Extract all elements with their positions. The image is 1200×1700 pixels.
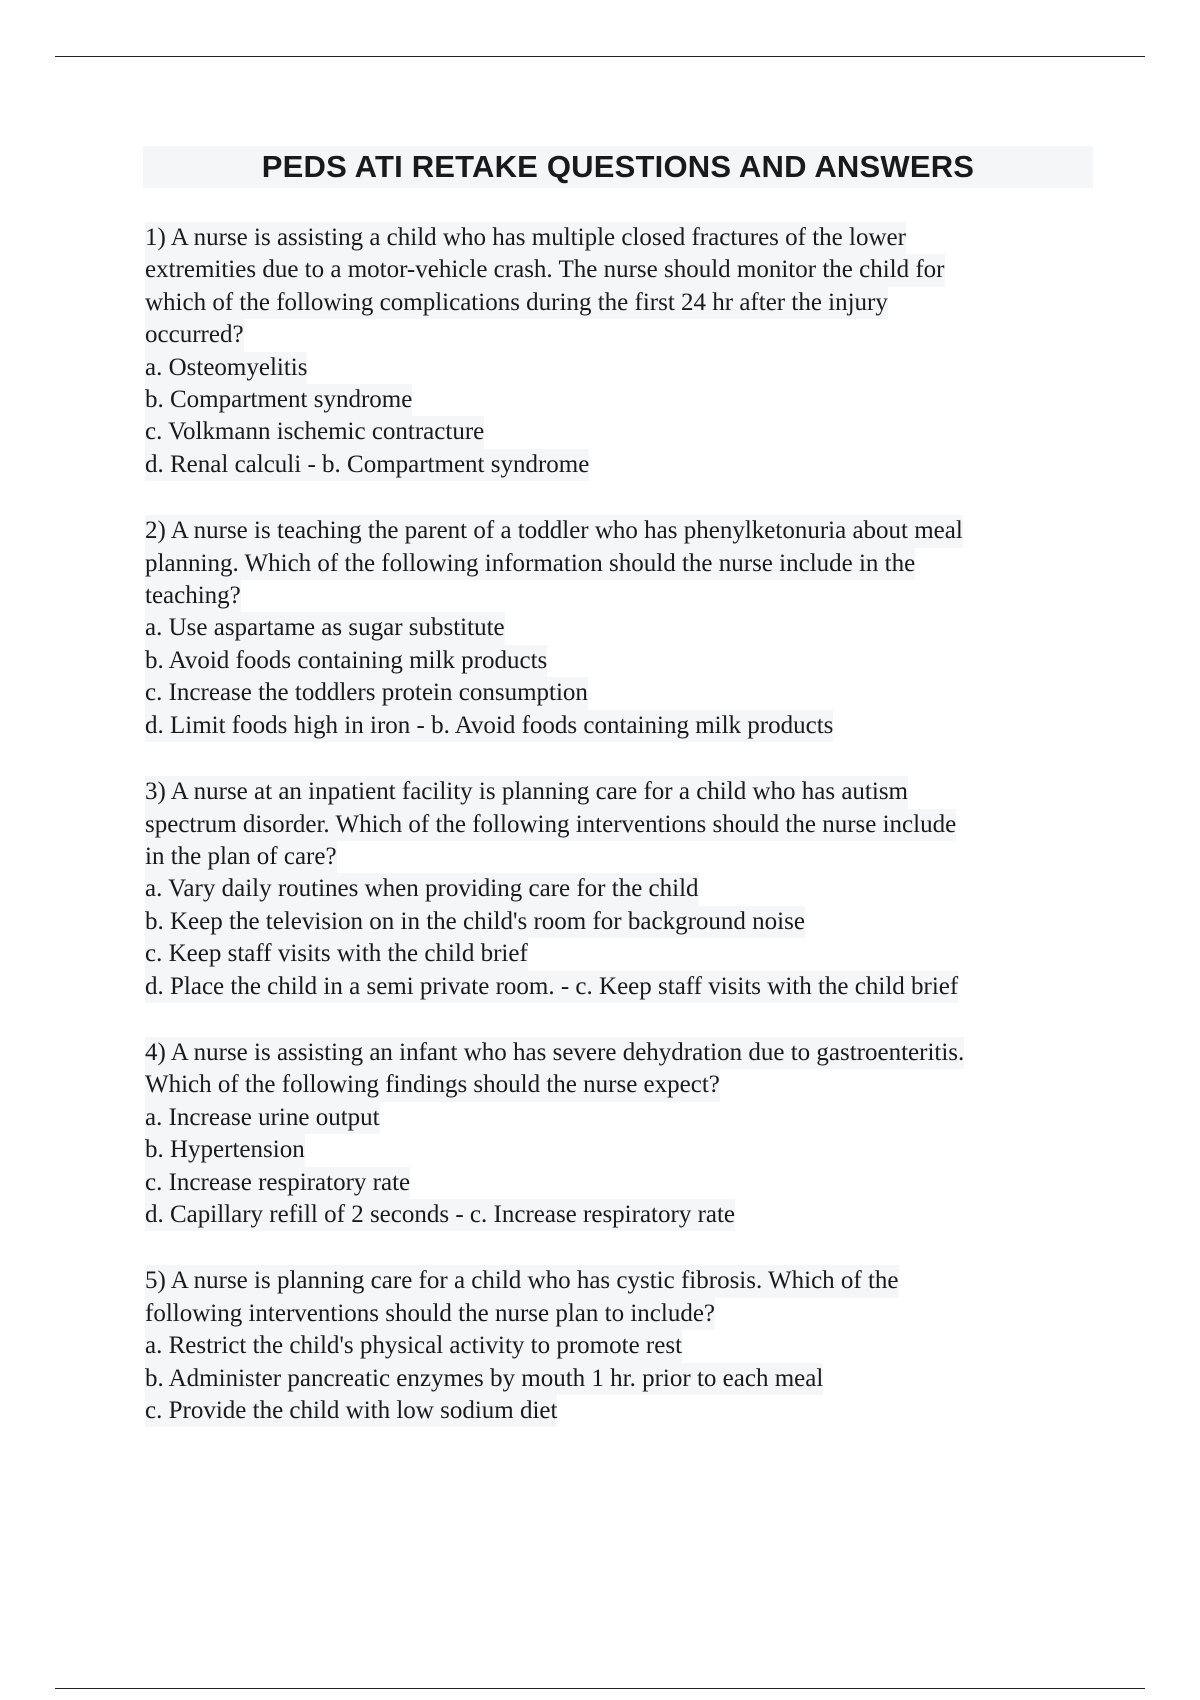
answer-option: a. Use aspartame as sugar substitute bbox=[145, 612, 505, 644]
question-stem-line: 5) A nurse is planning care for a child who has cystic fibrosis. Which of the bbox=[145, 1265, 899, 1297]
question-2 bbox=[145, 515, 1105, 742]
answer-option: b. Administer pancreatic enzymes by mouth 1 hr. prior to each meal bbox=[145, 1363, 823, 1395]
question-stem-line: extremities due to a motor-vehicle crash. The nurse should monitor the child for bbox=[145, 254, 945, 286]
answer-option: c. Increase respiratory rate bbox=[145, 1167, 410, 1199]
answer-option-with-key: d. Place the child in a semi private room. - c. Keep staff visits with the child brief bbox=[145, 971, 958, 1003]
question-stem-line: which of the following complications during the first 24 hr after the injury bbox=[145, 287, 888, 319]
question-stem-line: in the plan of care? bbox=[145, 841, 337, 873]
question-stem-line: 3) A nurse at an inpatient facility is planning care for a child who has autism bbox=[145, 776, 908, 808]
answer-option: a. Restrict the child's physical activity to promote rest bbox=[145, 1330, 682, 1362]
answer-option: c. Increase the toddlers protein consumption bbox=[145, 677, 588, 709]
answer-option: b. Hypertension bbox=[145, 1134, 305, 1166]
answer-option: a. Vary daily routines when providing care for the child bbox=[145, 873, 699, 905]
answer-option: b. Compartment syndrome bbox=[145, 384, 412, 416]
title-band bbox=[143, 146, 1093, 188]
question-stem-line: teaching? bbox=[145, 580, 241, 612]
bottom-rule bbox=[55, 1688, 1145, 1689]
answer-option: c. Provide the child with low sodium diet bbox=[145, 1395, 557, 1427]
top-rule bbox=[55, 56, 1145, 57]
question-stem-line: 4) A nurse is assisting an infant who has severe dehydration due to gastroenteritis. bbox=[145, 1037, 964, 1069]
question-3 bbox=[145, 776, 1105, 1003]
question-4 bbox=[145, 1037, 1105, 1231]
answer-option: a. Increase urine output bbox=[145, 1102, 380, 1134]
question-stem-line: spectrum disorder. Which of the following interventions should the nurse include bbox=[145, 809, 956, 841]
answer-option-with-key: d. Capillary refill of 2 seconds - c. Increase respiratory rate bbox=[145, 1199, 735, 1231]
answer-option: c. Volkmann ischemic contracture bbox=[145, 416, 484, 448]
answer-option: b. Keep the television on in the child's room for background noise bbox=[145, 906, 805, 938]
question-stem-line: 2) A nurse is teaching the parent of a toddler who has phenylketonuria about meal bbox=[145, 515, 963, 547]
question-stem-line: 1) A nurse is assisting a child who has multiple closed fractures of the lower bbox=[145, 222, 906, 254]
question-5 bbox=[145, 1265, 1105, 1427]
question-stem-line: occurred? bbox=[145, 319, 244, 351]
answer-option: c. Keep staff visits with the child brief bbox=[145, 938, 528, 970]
question-stem-line: planning. Which of the following information should the nurse include in the bbox=[145, 548, 915, 580]
answer-option-with-key: d. Renal calculi - b. Compartment syndrome bbox=[145, 449, 589, 481]
answer-option: b. Avoid foods containing milk products bbox=[145, 645, 547, 677]
question-stem-line: Which of the following findings should the nurse expect? bbox=[145, 1069, 720, 1101]
question-stem-line: following interventions should the nurse plan to include? bbox=[145, 1298, 715, 1330]
answer-option: a. Osteomyelitis bbox=[145, 352, 307, 384]
page-title: PEDS ATI RETAKE QUESTIONS AND ANSWERS bbox=[261, 149, 975, 184]
question-1 bbox=[145, 222, 1105, 481]
questions-list bbox=[145, 222, 1105, 1461]
answer-option-with-key: d. Limit foods high in iron - b. Avoid foods containing milk products bbox=[145, 710, 833, 742]
